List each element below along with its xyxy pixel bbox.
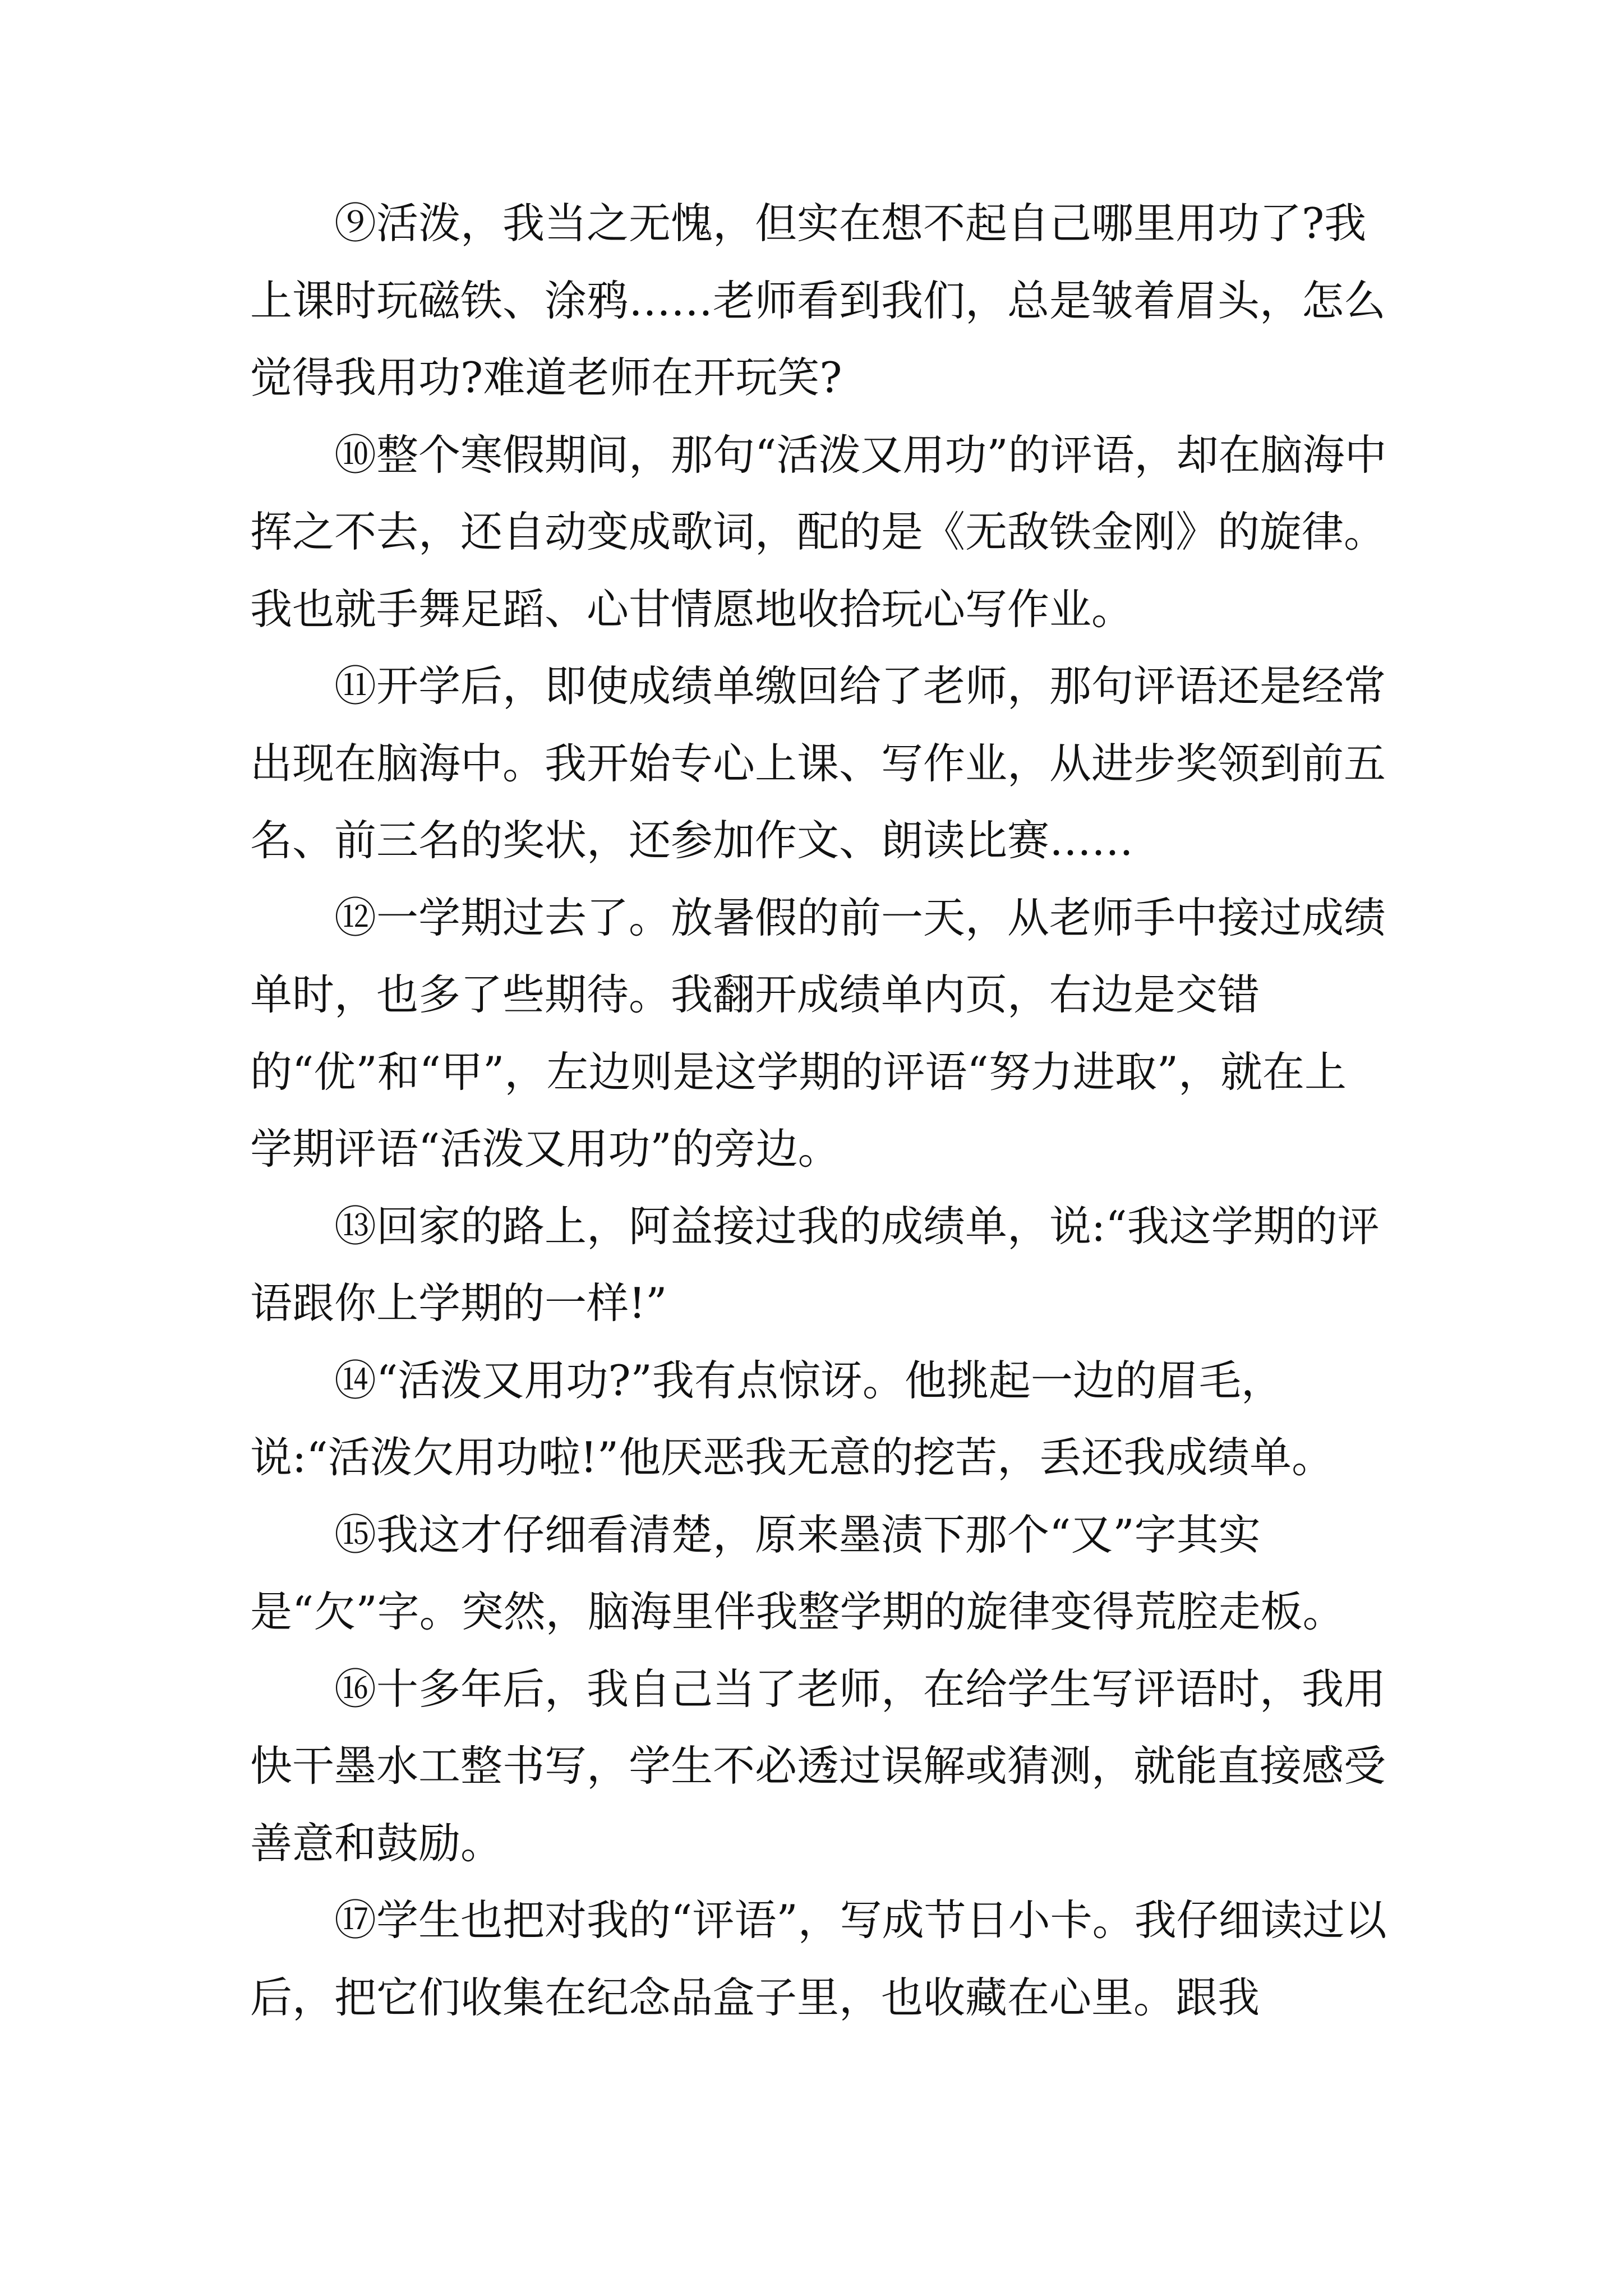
- paragraph-11: ⑪开学后，即使成绩单缴回给了老师，那句评语还是经常出现在脑海中。我开始专心上课、写作业，从进步奖领到前五名、前三名的奖状，还参加作文、朗读比赛……: [250, 661, 1386, 865]
- paragraph-13: ⑬回家的路上，阿益接过我的成绩单，说:“我这学期的评语跟你上学期的一样!”: [250, 1201, 1380, 1328]
- paragraph-17: ⑰学生也把对我的“评语”，写成节日小卡。我仔细读过以后，把它们收集在纪念品盒子里，也收藏在心里。跟我: [250, 1895, 1387, 2022]
- paragraph-15: ⑮我这才仔细看清楚，原来墨渍下那个“又”字其实是“欠”字。突然，脑海里伴我整学期的旋律变得荒腔走板。: [250, 1510, 1345, 1636]
- paragraph-16: ⑯十多年后，我自己当了老师，在给学生写评语时，我用快干墨水工整书写，学生不必透过误解或猜测，就能直接感受善意和鼓励。: [250, 1664, 1386, 1868]
- paragraph-9: ⑨活泼，我当之无愧，但实在想不起自己哪里用功了?我上课时玩磁铁、涂鸦……老师看到我们，总是皱着眉头，怎么觉得我用功?难道老师在开玩笑?: [250, 199, 1386, 402]
- body-text: [250, 185, 1389, 2036]
- paragraph-14: ⑭“活泼又用功?”我有点惊讶。他挑起一边的眉毛，说:“活泼欠用功啦!”他厌恶我无意的挖苦，丢还我成绩单。: [250, 1355, 1334, 1482]
- paragraph-10: ⑩整个寒假期间，那句“活泼又用功”的评语，却在脑海中挥之不去，还自动变成歌词，配的是《无敌铁金刚》的旋律。我也就手舞足蹈、心甘情愿地收拾玩心写作业。: [250, 430, 1387, 634]
- paragraph-12: ⑫一学期过去了。放暑假的前一天，从老师手中接过成绩单时，也多了些期待。我翻开成绩单内页，右边是交错的“优”和“甲”，左边则是这学期的评语“努力进取”，就在上学期评语“活泼又用功”的旁边。: [250, 892, 1386, 1174]
